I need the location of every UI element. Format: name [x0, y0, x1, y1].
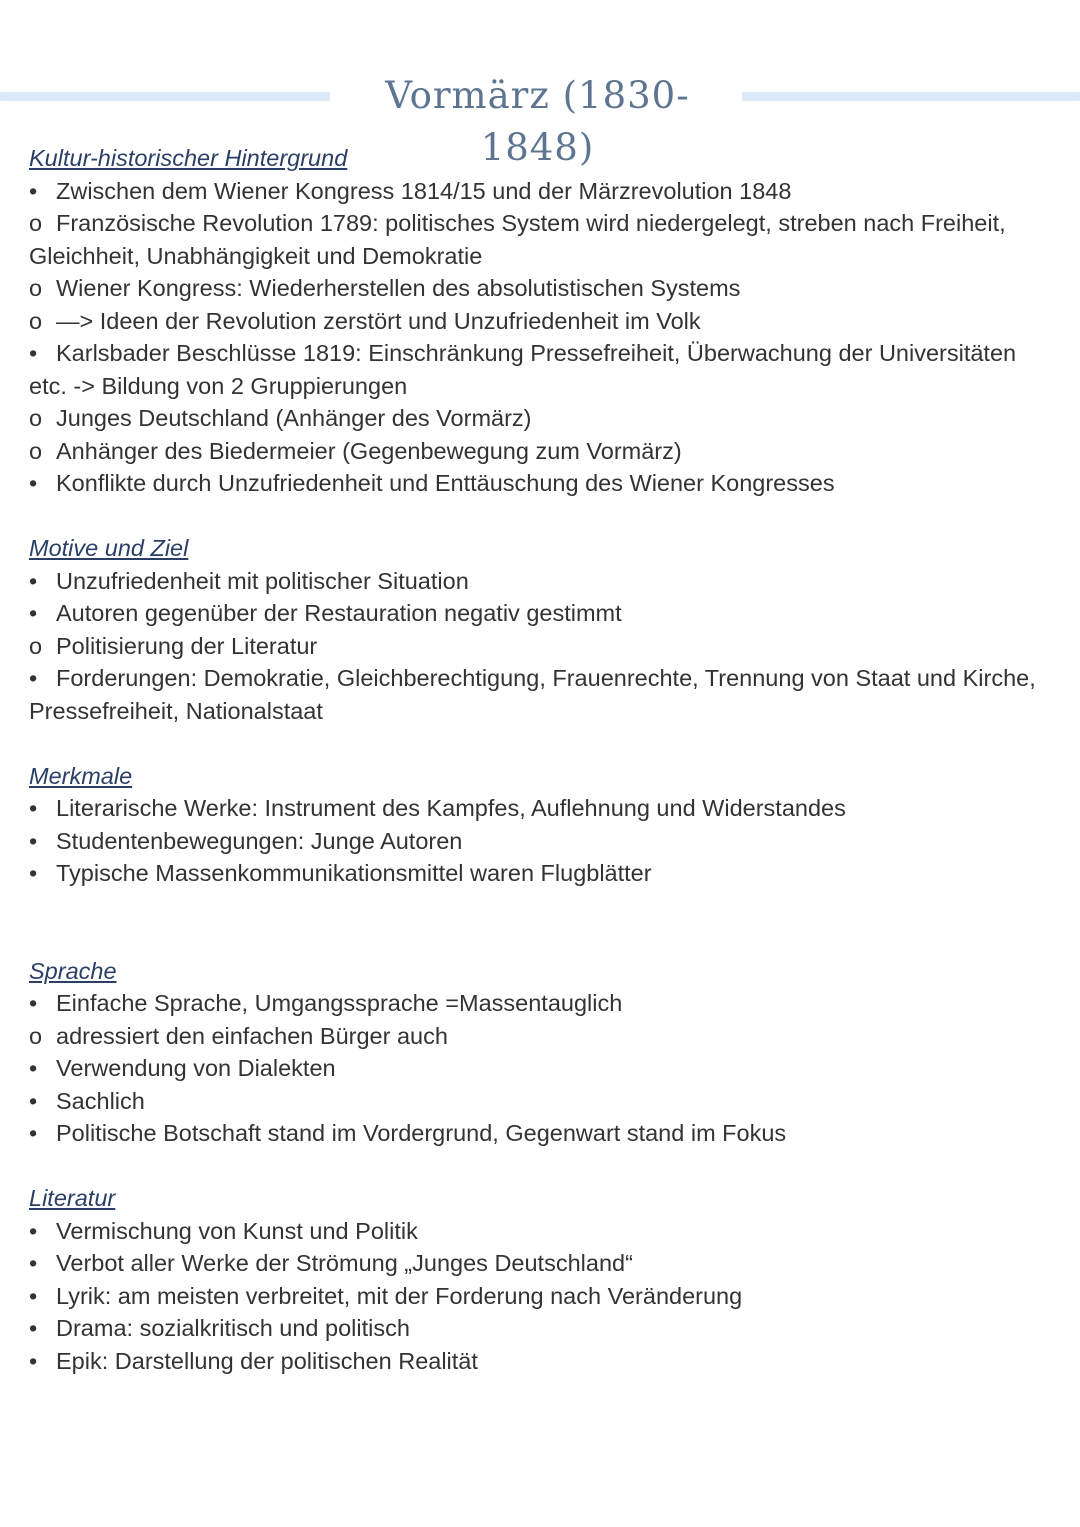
list-item: [29, 792, 1059, 825]
list-item: [29, 565, 1059, 598]
page-title: Vormärz (1830-1848): [385, 74, 690, 169]
bullet-marker: •: [29, 340, 38, 366]
bullet-marker: •: [29, 795, 38, 821]
bullet-marker: •: [29, 1347, 38, 1374]
list-item-text: Studentenbewegungen: Junge Autoren: [56, 827, 463, 854]
list-item: [29, 630, 1059, 663]
list-item: [29, 305, 1059, 338]
list-item: [29, 1085, 1059, 1118]
list-item-text: Epik: Darstellung der politischen Realität: [56, 1347, 478, 1374]
section-heading: Merkmale: [29, 762, 133, 789]
section-heading: Motive und Ziel: [29, 535, 189, 561]
list-item-text: Drama: sozialkritisch und politisch: [56, 1315, 410, 1341]
list-item-text: Politisierung der Literatur: [56, 632, 318, 659]
list-item-text: Typische Massenkommunikationsmittel waren Flugblätter: [56, 860, 652, 886]
bullet-marker: •: [29, 1217, 38, 1244]
list-item: [29, 1117, 1059, 1150]
list-item-text: Konflikte durch Unzufriedenheit und Enttäuschung des Wiener Kongresses: [56, 470, 835, 496]
list-item: [29, 597, 1059, 630]
bullet-marker: o: [29, 307, 43, 334]
list-item-text: Französische Revolution 1789: politisches System wird niedergelegt, streben nach Freiheit, Gleichheit, Unabhängigkeit und Demokratie: [29, 210, 1006, 269]
list-item-text: Forderungen: Demokratie, Gleichberechtigung, Frauenrechte, Trennung von Staat und Kirche, Pressefreiheit, Nationalstaat: [29, 665, 1036, 724]
bullet-marker: •: [29, 567, 38, 594]
bullet-marker: •: [29, 600, 38, 626]
section-heading: Kultur-historischer Hintergrund: [29, 145, 348, 171]
bullet-marker: •: [29, 1315, 38, 1341]
list-item-text: Autoren gegenüber der Restauration negativ gestimmt: [56, 600, 622, 626]
bullet-marker: •: [29, 665, 38, 691]
bullet-marker: o: [29, 1022, 43, 1049]
list-item: [29, 1215, 1059, 1248]
list-item-text: Verwendung von Dialekten: [56, 1055, 336, 1081]
list-item: [29, 1280, 1059, 1313]
spacer: [29, 1150, 1059, 1183]
section-heading: Sprache: [29, 957, 117, 984]
list-item: [29, 175, 1059, 208]
section-heading: Literatur: [29, 1185, 116, 1211]
list-item-text: Wiener Kongress: Wiederherstellen des absolutistischen Systems: [56, 275, 741, 301]
list-item-text: Literarische Werke: Instrument des Kampfes, Auflehnung und Widerstandes: [56, 795, 846, 821]
spacer: [29, 890, 1059, 955]
list-item: [29, 1247, 1059, 1280]
bullet-marker: •: [29, 177, 38, 204]
list-item-text: Lyrik: am meisten verbreitet, mit der Forderung nach Veränderung: [56, 1282, 743, 1309]
list-item: [29, 662, 1059, 727]
document-body: [29, 142, 1059, 1377]
list-item-text: adressiert den einfachen Bürger auch: [56, 1022, 448, 1049]
bullet-marker: •: [29, 860, 38, 886]
list-item: [29, 1020, 1059, 1053]
bullet-marker: •: [29, 1282, 38, 1309]
list-item-text: Sachlich: [56, 1087, 145, 1114]
list-item: [29, 402, 1059, 435]
list-item: [29, 337, 1059, 402]
list-item: [29, 857, 1059, 890]
bullet-marker: o: [29, 405, 43, 431]
list-item-text: Vermischung von Kunst und Politik: [56, 1217, 418, 1244]
spacer: [29, 727, 1059, 760]
list-item-text: Einfache Sprache, Umgangssprache =Massentauglich: [56, 990, 623, 1016]
list-item-text: Karlsbader Beschlüsse 1819: Einschränkung Pressefreiheit, Überwachung der Universitäten etc. -> Bildung von 2 Gruppierungen: [29, 340, 1017, 399]
list-item: [29, 207, 1059, 272]
bullet-marker: •: [29, 1250, 38, 1276]
list-item-text: Verbot aller Werke der Strömung „Junges Deutschland“: [56, 1250, 633, 1276]
bullet-marker: o: [29, 632, 43, 659]
list-item-text: —> Ideen der Revolution zerstört und Unzufriedenheit im Volk: [56, 307, 701, 334]
list-item: [29, 435, 1059, 468]
bullet-marker: o: [29, 210, 43, 236]
list-item: [29, 1345, 1059, 1378]
bullet-marker: •: [29, 470, 38, 496]
title-divider-right: [742, 92, 1080, 101]
list-item: [29, 1312, 1059, 1345]
bullet-marker: o: [29, 437, 43, 464]
bullet-marker: o: [29, 275, 43, 301]
list-item: [29, 987, 1059, 1020]
bullet-marker: •: [29, 1055, 38, 1081]
list-item-text: Anhänger des Biedermeier (Gegenbewegung zum Vormärz): [56, 437, 682, 464]
spacer: [29, 500, 1059, 533]
bullet-marker: •: [29, 1120, 38, 1146]
list-item-text: Unzufriedenheit mit politischer Situation: [56, 567, 469, 594]
list-item-text: Politische Botschaft stand im Vordergrund, Gegenwart stand im Fokus: [56, 1120, 787, 1146]
bullet-marker: •: [29, 990, 38, 1016]
bullet-marker: •: [29, 827, 38, 854]
list-item-text: Junges Deutschland (Anhänger des Vormärz): [56, 405, 532, 431]
list-item: [29, 825, 1059, 858]
bullet-marker: •: [29, 1087, 38, 1114]
list-item: [29, 467, 1059, 500]
list-item: [29, 1052, 1059, 1085]
list-item-text: Zwischen dem Wiener Kongress 1814/15 und der Märzrevolution 1848: [56, 177, 792, 204]
list-item: [29, 272, 1059, 305]
title-divider-left: [0, 92, 330, 101]
